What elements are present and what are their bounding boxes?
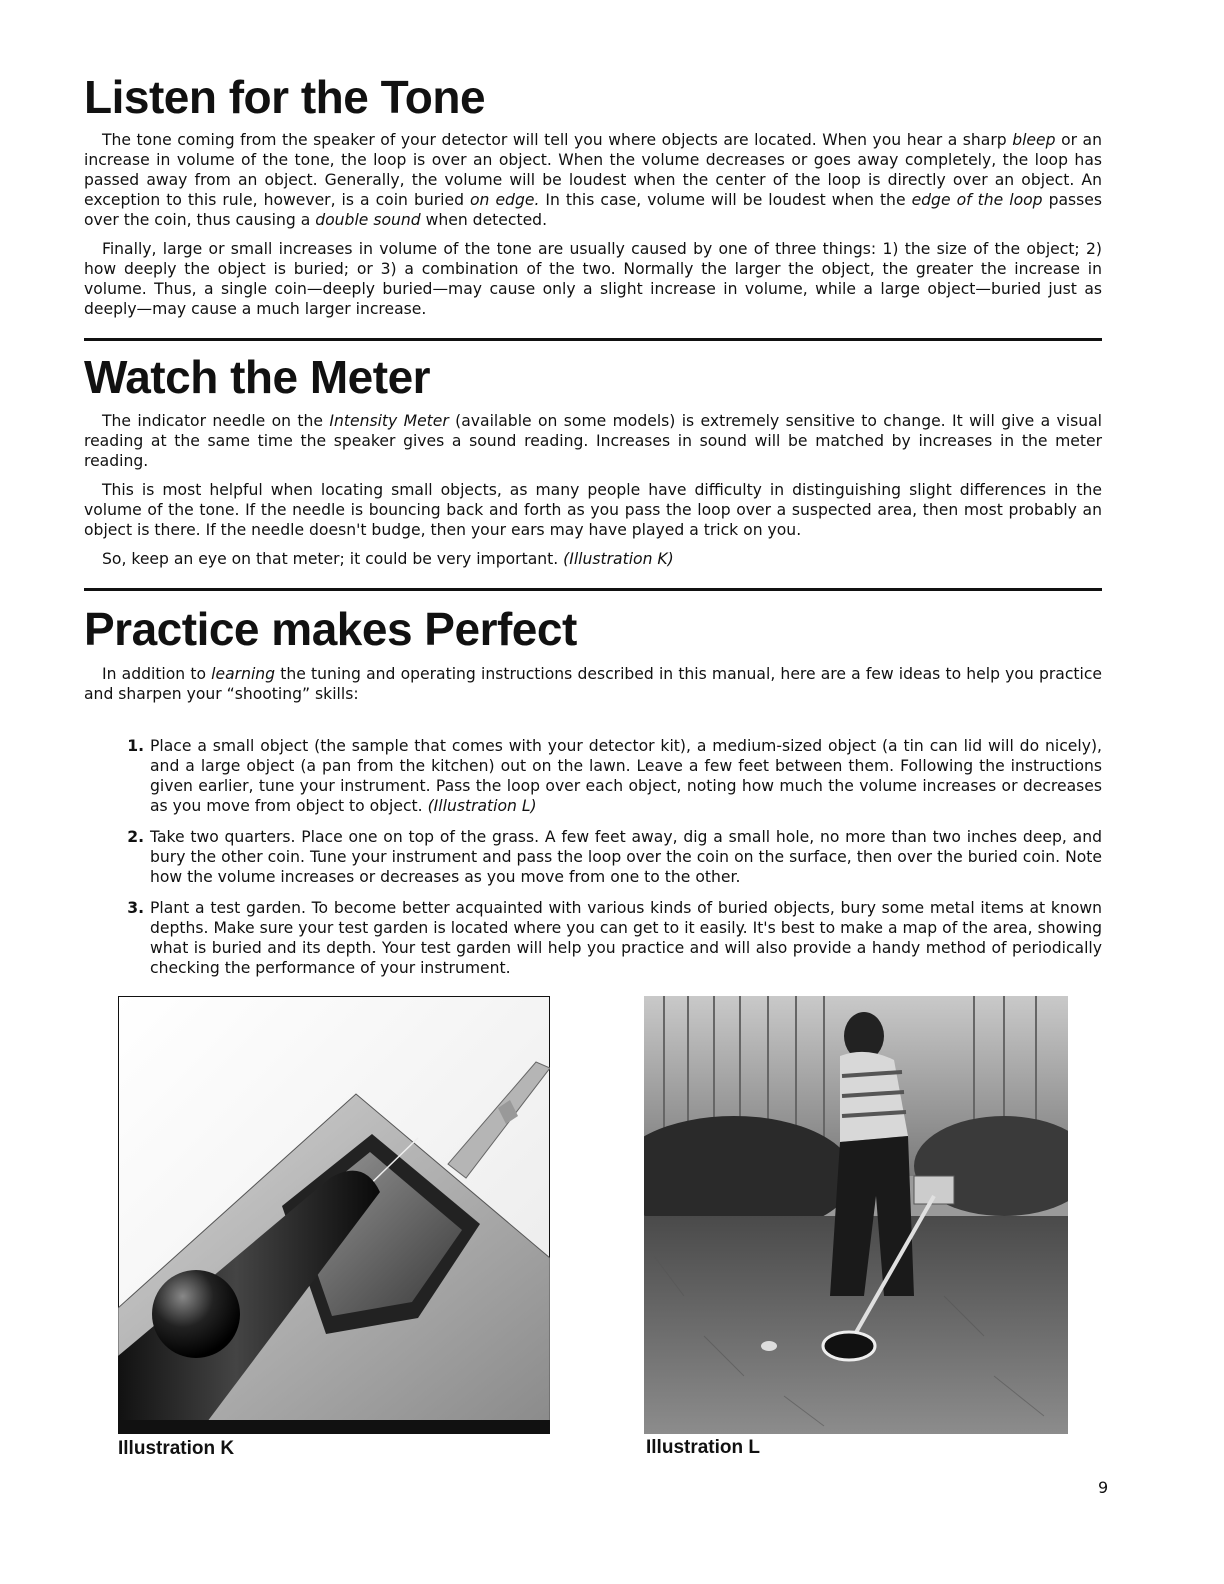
page-number: 9 xyxy=(1098,1478,1109,1497)
list-item: 3. Plant a test garden. To become better acquainted with various kinds of buried objects, bury some metal items at known depths. Make sure your test garden is located where you can get to it easily. It's best to make a map of the area, showing what is buried and its depth. Your test garden will help you practice and will also provide a handy method of periodically checking the performance of your instrument. xyxy=(127,899,1102,977)
practice-steps-list xyxy=(84,736,1102,978)
practice-section-body xyxy=(84,664,1102,978)
meter-paragraph-2: This is most helpful when locating small objects, as many people have difficulty in distinguishing slight differences in the volume of the tone. If the needle is bouncing back and forth as you pass the loop over a suspected area, then most probably an object is there. If the needle doesn't budge, then your ears may have played a trick on you. xyxy=(84,481,1102,539)
meter-paragraph-3: So, keep an eye on that meter; it could be very important. (Illustration K) xyxy=(102,550,674,568)
heading-practice-makes-perfect: Practice makes Perfect xyxy=(84,603,577,655)
list-item: 1. Place a small object (the sample that comes with your detector kit), a medium-sized object (a tin can lid will do nicely), and a large object (a pan from the kitchen) out on the lawn. Leave a few feet between them. Following the instructions given earlier, tune your instrument. Pass the loop over each object, noting how much the volume increases or decreases as you move from object to object. (Illustration L) xyxy=(127,737,1102,815)
section-divider xyxy=(84,338,1102,341)
practice-intro: In addition to learning the tuning and operating instructions described in this manual, here are a few ideas to help you practice and sharpen your “shooting” skills: xyxy=(84,665,1103,703)
illustration-k-photo xyxy=(118,996,550,1434)
heading-listen-for-the-tone: Listen for the Tone xyxy=(84,71,486,123)
heading-watch-the-meter: Watch the Meter xyxy=(84,351,431,403)
meter-section-body xyxy=(84,411,1102,569)
section-divider xyxy=(84,588,1102,591)
illustration-k-caption: Illustration K xyxy=(118,1438,235,1459)
tone-paragraph-2: Finally, large or small increases in volume of the tone are usually caused by one of three things: 1) the size of the object; 2) how deeply the object is buried; or 3) a combination of the two. Normally the larger the object, the greater the increase in volume. Thus, a single coin—deeply buried—may cause only a slight increase in volume, while a large object—buried just as deeply—may cause a much larger increase. xyxy=(84,240,1102,318)
illustration-l-photo xyxy=(644,996,1068,1434)
meter-paragraph-1: The indicator needle on the Intensity Meter (available on some models) is extremely sensitive to change. It will give a visual reading at the same time the speaker gives a sound reading. Increases in sound will be matched by increases in the meter reading. xyxy=(84,412,1102,470)
tone-section-body xyxy=(84,130,1102,319)
illustration-l-caption: Illustration L xyxy=(646,1437,760,1458)
list-item: 2. Take two quarters. Place one on top of the grass. A few feet away, dig a small hole, no more than two inches deep, and bury the other coin. Tune your instrument and pass the loop over the coin on the surface, then over the buried coin. Note how the volume increases or decreases as you move from one to the other. xyxy=(127,828,1102,886)
tone-paragraph-1: The tone coming from the speaker of your detector will tell you where objects are located. When you hear a sharp bleep or an increase in volume of the tone, the loop is over an object. When the volume decreases or goes away completely, the loop has passed away from an object. Generally, the volume will be loudest when the center of the loop is directly over an object. An exception to this rule, however, is a coin buried on edge. In this case, volume will be loudest when the edge of the loop passes over the coin, thus causing a double sound when detected. xyxy=(84,131,1102,229)
